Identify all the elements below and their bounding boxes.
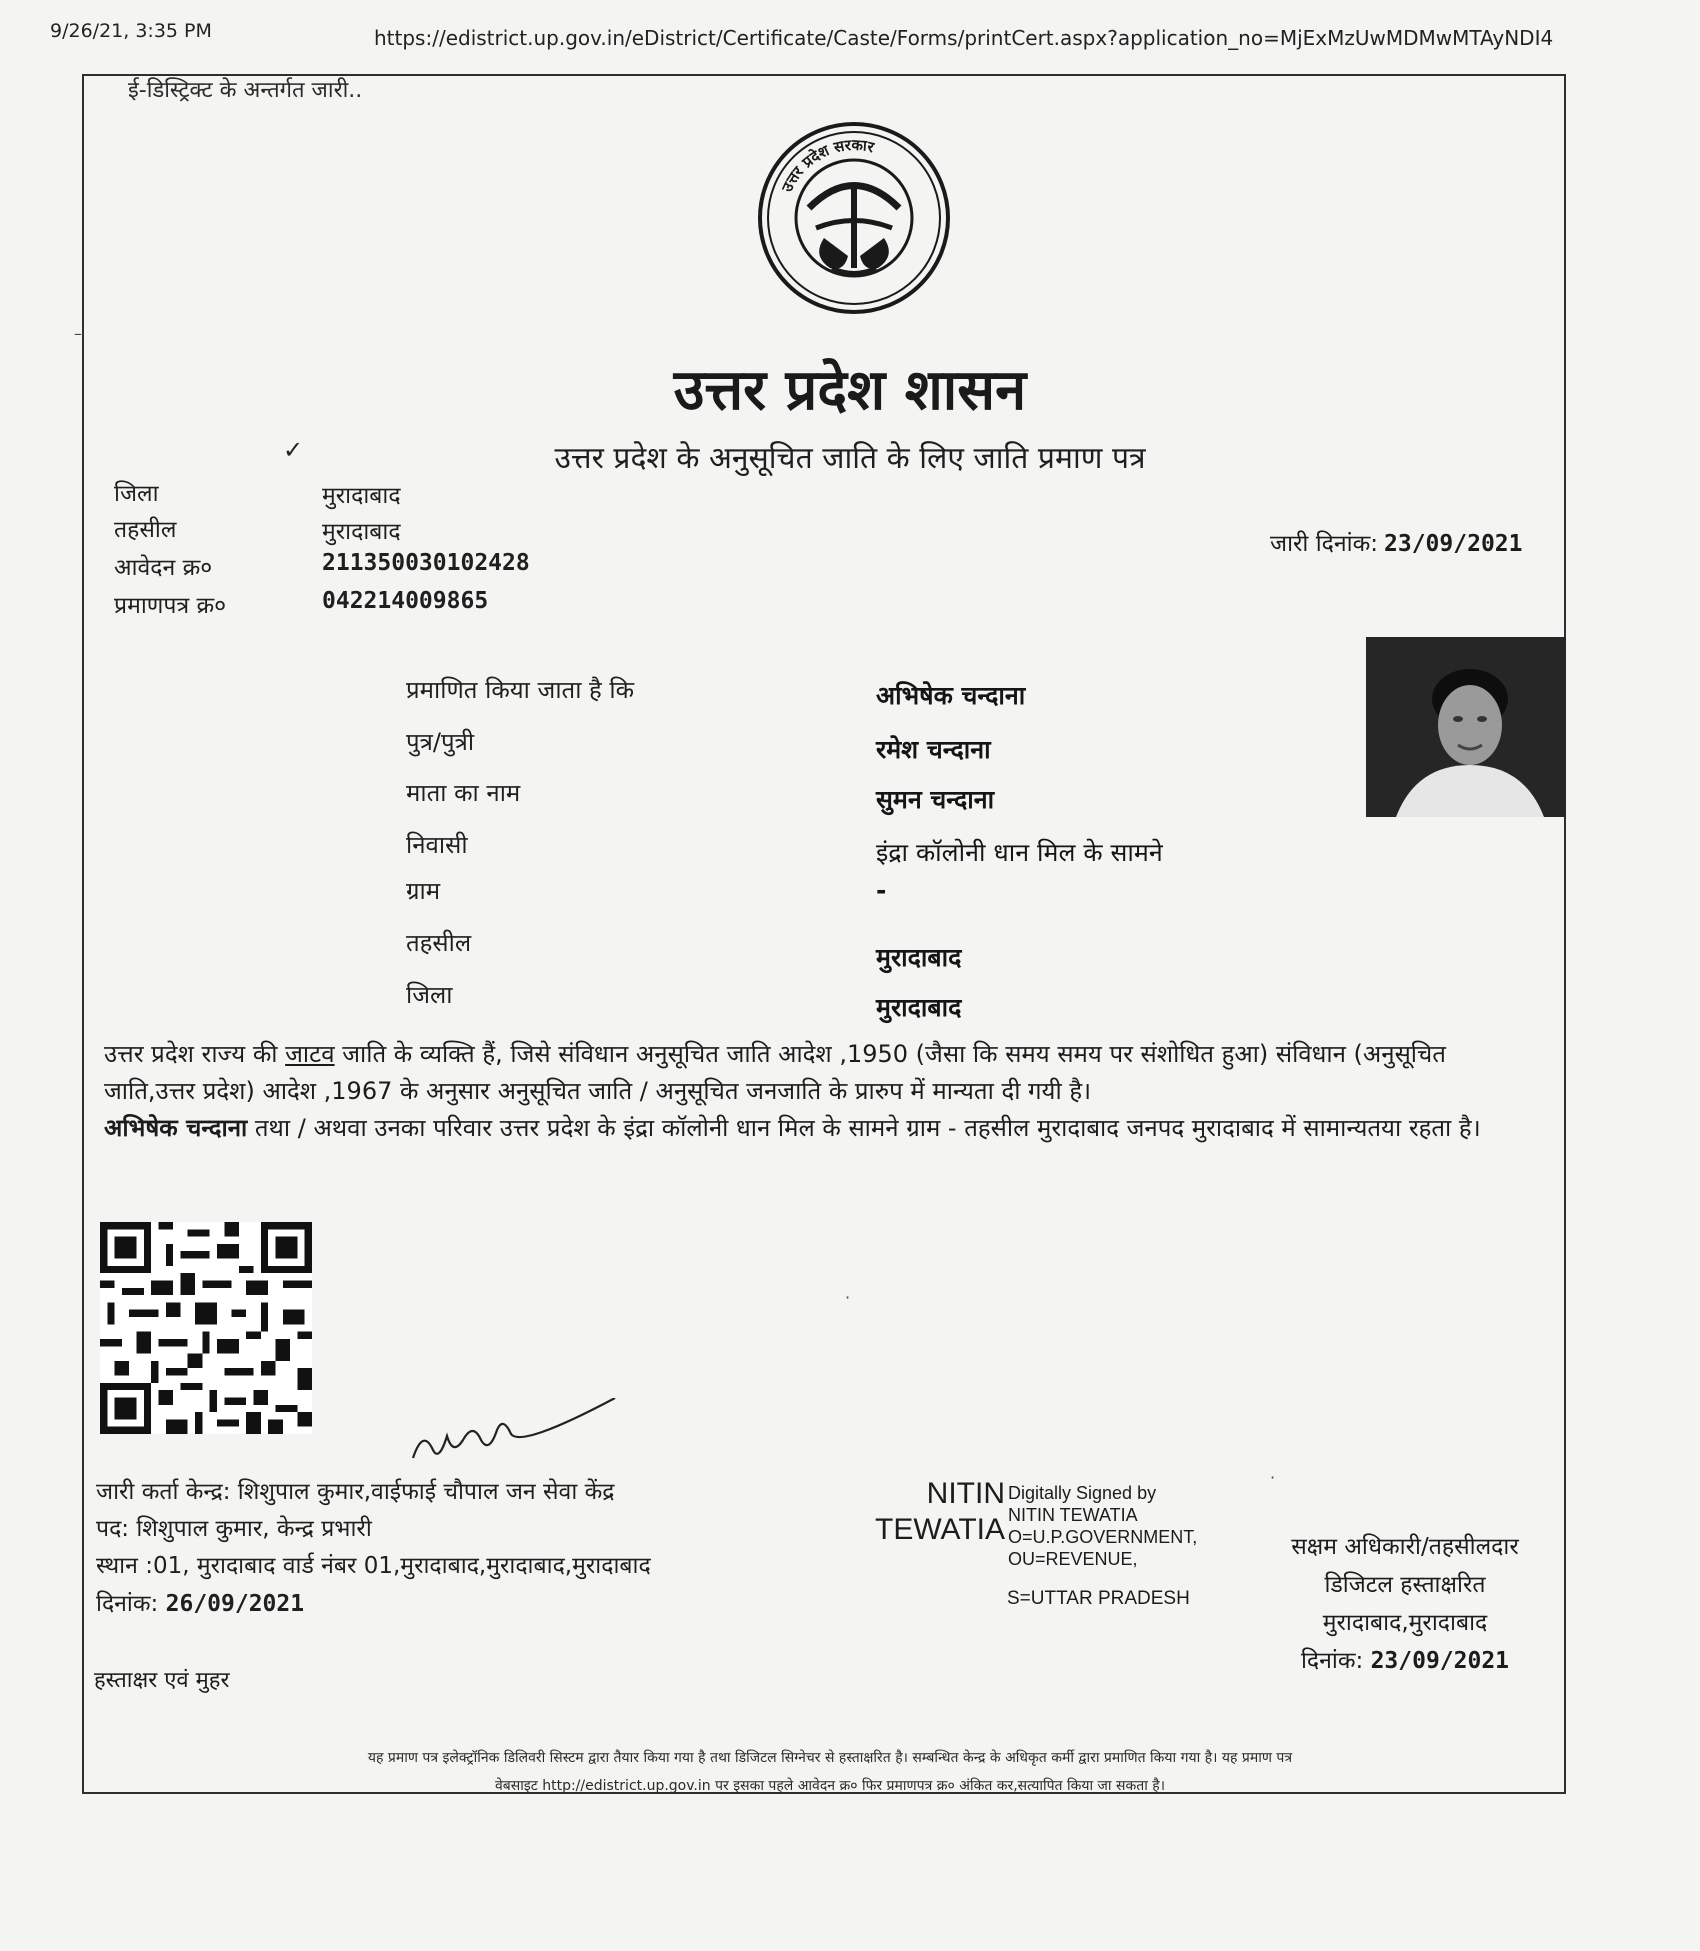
footer-line-2: वेबसाइट http://edistrict.up.gov.in पर इसका पहले आवेदन क्र० फिर प्रमाणपत्र क्र० अंकित कर,सत्यापित किया जा सकता है।: [494, 1778, 1166, 1794]
competent-authority: [1250, 1528, 1560, 1680]
digital-signer-name: [853, 1476, 1005, 1548]
issuer-date-value: 26/09/2021: [165, 1591, 305, 1617]
tehsil-value: मुरादाबाद: [322, 519, 401, 545]
scan-speck: ·: [845, 1288, 851, 1307]
person-photo-icon: [1366, 637, 1566, 817]
handwritten-signature-icon: [405, 1398, 625, 1478]
parent-name: रमेश चन्दाना: [876, 735, 991, 764]
tehsil-label: तहसील: [114, 517, 177, 543]
authority-date-label: दिनांक:: [1300, 1648, 1364, 1674]
signature-and-seal-label: हस्ताक्षर एवं मुहर: [94, 1668, 230, 1693]
caste-statement-before: उत्तर प्रदेश राज्य की: [104, 1040, 286, 1068]
digital-signature-details: [1008, 1482, 1197, 1570]
issuer-date-label: दिनांक:: [96, 1591, 159, 1617]
issue-date-value: 23/09/2021: [1384, 531, 1523, 557]
parent-label: पुत्र/पुत्री: [406, 728, 475, 756]
application-no-label: आवेदन क्र०: [114, 555, 213, 581]
application-no-value: 211350030102428: [322, 550, 530, 576]
residence-statement-text: तथा / अथवा उनका परिवार उत्तर प्रदेश के इंद्रा कॉलोनी धान मिल के सामने ग्राम - तहसील मुरादाबाद जनपद मुरादाबाद में सामान्यतया रहता है।: [247, 1114, 1481, 1142]
footer-line-1: यह प्रमाण पत्र इलेक्ट्रॉनिक डिलिवरी सिस्टम द्वारा तैयार किया गया है तथा डिजिटल सिग्नेचर से हस्ताक्षरित है। सम्बन्धित केन्द्र के अधिकृत कर्मी द्वारा प्रमाणित किया गया है। यह प्रमाण पत्र: [367, 1750, 1293, 1766]
mother-label: माता का नाम: [406, 779, 521, 807]
certified-label: प्रमाणित किया जाता है कि: [406, 676, 635, 704]
residence-statement-paragraph: [104, 1110, 1544, 1147]
caste-statement-after: जाति के व्यक्ति हैं, जिसे संविधान अनुसूचित जाति आदेश ,1950 (जैसा कि समय समय पर संशोधित हुआ) संविधान (अनुसूचित जाति,उत्तर प्रदेश) आदेश ,1967 के अनुसार अनुसूचित जाति / अनुसूचित जनजाति के प्रारुप में मान्यता दी गयी है।: [104, 1040, 1446, 1105]
digital-signer-name-line1: NITIN: [926, 1477, 1005, 1510]
verification-qr-code-icon: [100, 1222, 312, 1434]
village-value: -: [876, 876, 887, 905]
resident-label: निवासी: [406, 831, 468, 859]
mother-name: सुमन चन्दाना: [876, 785, 995, 814]
digital-signer-name-line2: TEWATIA: [875, 1513, 1005, 1546]
detail-district-label: जिला: [406, 981, 453, 1009]
digitally-signed-by: Digitally Signed by: [1008, 1483, 1157, 1503]
scan-speck: ·: [1270, 1468, 1276, 1487]
authority-title: सक्षम अधिकारी/तहसीलदार: [1291, 1534, 1519, 1560]
certificate-subtitle: उत्तर प्रदेश के अनुसूचित जाति के लिए जाति प्रमाण पत्र: [554, 441, 1146, 476]
certificate-no-value: 042214009865: [322, 588, 489, 614]
issue-date-label: जारी दिनांक:: [1270, 531, 1379, 557]
issue-date: [1270, 526, 1523, 558]
caste-statement-paragraph: [104, 1036, 1544, 1110]
issuer-date: [96, 1586, 304, 1618]
digital-signature-state: S=UTTAR PRADESH: [1007, 1588, 1190, 1609]
issuer-place: स्थान :01, मुरादाबाद वार्ड नंबर 01,मुरादाबाद,मुरादाबाद,मुरादाबाद: [96, 1553, 651, 1579]
issuing-center: जारी कर्ता केन्द्र: शिशुपाल कुमार,वाईफाई चौपाल जन सेवा केंद्र: [96, 1479, 615, 1505]
footer-note: [100, 1744, 1560, 1800]
digital-signature-ou: OU=REVENUE,: [1008, 1549, 1138, 1569]
village-label: ग्राम: [406, 877, 441, 905]
applicant-name: अभिषेक चन्दाना: [876, 681, 1026, 710]
caste-name: जाटव: [285, 1040, 335, 1068]
detail-district-value: मुरादाबाद: [876, 993, 962, 1022]
district-label: जिला: [114, 481, 159, 507]
issuer-post: पद: शिशुपाल कुमार, केन्द्र प्रभारी: [96, 1516, 372, 1542]
detail-tehsil-value: मुरादाबाद: [876, 943, 962, 972]
scan-speck: –: [74, 324, 82, 343]
authority-location: मुरादाबाद,मुरादाबाद: [1322, 1610, 1488, 1636]
applicant-photo: [1366, 637, 1566, 817]
emblem-text: उत्तर प्रदेश सरकार: [777, 135, 876, 195]
issued-under-text: ई-डिस्ट्रिक्ट के अन्तर्गत जारी..: [128, 78, 363, 103]
digital-signature-org: O=U.P.GOVERNMENT,: [1008, 1527, 1198, 1547]
authority-date: [1250, 1642, 1560, 1680]
authority-signed-note: डिजिटल हस्ताक्षरित: [1324, 1572, 1486, 1598]
tick-mark: ✓: [283, 436, 304, 464]
up-government-emblem-icon: [754, 118, 954, 318]
page-title: उत्तर प्रदेश शासन: [673, 357, 1027, 423]
residence-statement-name: अभिषेक चन्दाना: [104, 1114, 248, 1142]
digital-signer: NITIN TEWATIA: [1008, 1505, 1138, 1525]
print-url: https://edistrict.up.gov.in/eDistrict/Certificate/Caste/Forms/printCert.aspx?application_no=MjExMzUwMDMwMTAyNDI4: [374, 26, 1554, 50]
district-value: मुरादाबाद: [322, 483, 401, 509]
resident-value: इंद्रा कॉलोनी धान मिल के सामने: [876, 838, 1163, 867]
print-datetime: 9/26/21, 3:35 PM: [50, 20, 212, 42]
detail-tehsil-label: तहसील: [406, 929, 472, 957]
certificate-no-label: प्रमाणपत्र क्र०: [114, 593, 227, 619]
authority-date-value: 23/09/2021: [1370, 1648, 1510, 1674]
